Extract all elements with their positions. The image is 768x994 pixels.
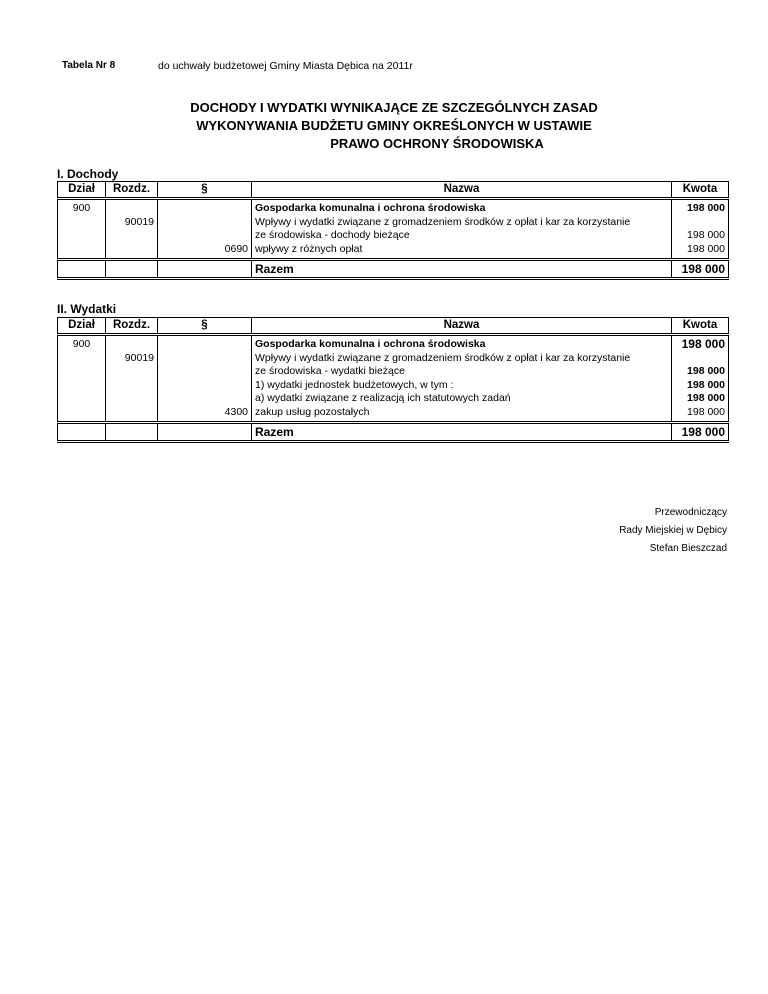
rozdz-value: 90019 bbox=[124, 351, 154, 364]
total-value: 198 000 bbox=[672, 423, 729, 442]
rozdz-value: 90019 bbox=[124, 215, 154, 228]
kwota-value: 198 000 bbox=[687, 392, 725, 404]
kwota-value: 198 000 bbox=[687, 365, 725, 377]
table-number: Tabela Nr 8 bbox=[62, 60, 116, 71]
col-header-dzial: Dział bbox=[58, 182, 106, 199]
col-header-rozdz: Rozdz. bbox=[106, 182, 158, 199]
kwota-value: 198 000 bbox=[687, 378, 725, 391]
total-value: 198 000 bbox=[672, 260, 729, 279]
signature-block bbox=[619, 504, 727, 558]
col-header-dzial: Dział bbox=[58, 318, 106, 335]
col-header-kwota: Kwota bbox=[672, 318, 729, 335]
table-header-row bbox=[58, 318, 729, 335]
dzial-value: 900 bbox=[72, 338, 91, 350]
signature-name: Stefan Bieszczad bbox=[649, 543, 727, 554]
title-line-3: PRAWO OCHRONY ŚRODOWISKA bbox=[330, 136, 544, 151]
nazwa-line: a) wydatki związane z realizacją ich statutowych zadań bbox=[255, 392, 511, 404]
total-row bbox=[58, 260, 729, 279]
kwota-value: 198 000 bbox=[687, 242, 725, 255]
section-title-dochody: I. Dochody bbox=[57, 167, 119, 181]
kwota-value: 198 000 bbox=[687, 202, 725, 214]
table-header-row bbox=[58, 182, 729, 199]
nazwa-line: Gospodarka komunalna i ochrona środowiska bbox=[255, 202, 486, 214]
nazwa-line: Wpływy i wydatki związane z gromadzeniem środków z opłat i kar za korzystanie bbox=[255, 215, 631, 228]
col-header-nazwa: Nazwa bbox=[252, 318, 672, 335]
nazwa-line: 1) wydatki jednostek budżetowych, w tym : bbox=[255, 378, 454, 391]
kwota-value: 198 000 bbox=[687, 229, 725, 241]
col-header-rozdz: Rozdz. bbox=[106, 318, 158, 335]
col-header-paragraf: § bbox=[158, 318, 252, 335]
col-header-kwota: Kwota bbox=[672, 182, 729, 199]
nazwa-line: Gospodarka komunalna i ochrona środowiska bbox=[255, 338, 486, 350]
nazwa-line: wpływy z różnych opłat bbox=[255, 242, 363, 255]
table-row bbox=[58, 199, 729, 260]
total-label: Razem bbox=[252, 260, 672, 279]
signature-role: Przewodniczący bbox=[654, 507, 727, 518]
nazwa-line: ze środowiska - wydatki bieżące bbox=[255, 365, 405, 377]
paragraf-value: 0690 bbox=[224, 242, 248, 255]
resolution-reference: do uchwały budżetowej Gminy Miasta Dębica na 2011r bbox=[158, 60, 413, 72]
dochody-table bbox=[57, 181, 729, 280]
wydatki-table bbox=[57, 317, 729, 443]
signature-council: Rady Miejskiej w Dębicy bbox=[619, 525, 727, 536]
section-title-wydatki: II. Wydatki bbox=[57, 302, 117, 316]
col-header-paragraf: § bbox=[158, 182, 252, 199]
title-line-2: WYKONYWANIA BUDŻETU GMINY OKREŚLONYCH W USTAWIE bbox=[196, 118, 592, 133]
dzial-value: 900 bbox=[72, 202, 91, 214]
col-header-nazwa: Nazwa bbox=[252, 182, 672, 199]
total-row bbox=[58, 423, 729, 442]
nazwa-line: Wpływy i wydatki związane z gromadzeniem środków z opłat i kar za korzystanie bbox=[255, 351, 631, 364]
kwota-value: 198 000 bbox=[687, 405, 725, 418]
document-title bbox=[60, 99, 728, 153]
kwota-value: 198 000 bbox=[681, 337, 725, 351]
table-row bbox=[58, 335, 729, 423]
title-line-1: DOCHODY I WYDATKI WYNIKAJĄCE ZE SZCZEGÓLNYCH ZASAD bbox=[190, 100, 598, 115]
nazwa-line: ze środowiska - dochody bieżące bbox=[255, 229, 410, 241]
paragraf-value: 4300 bbox=[224, 405, 248, 418]
nazwa-line: zakup usług pozostałych bbox=[255, 405, 370, 418]
total-label: Razem bbox=[252, 423, 672, 442]
